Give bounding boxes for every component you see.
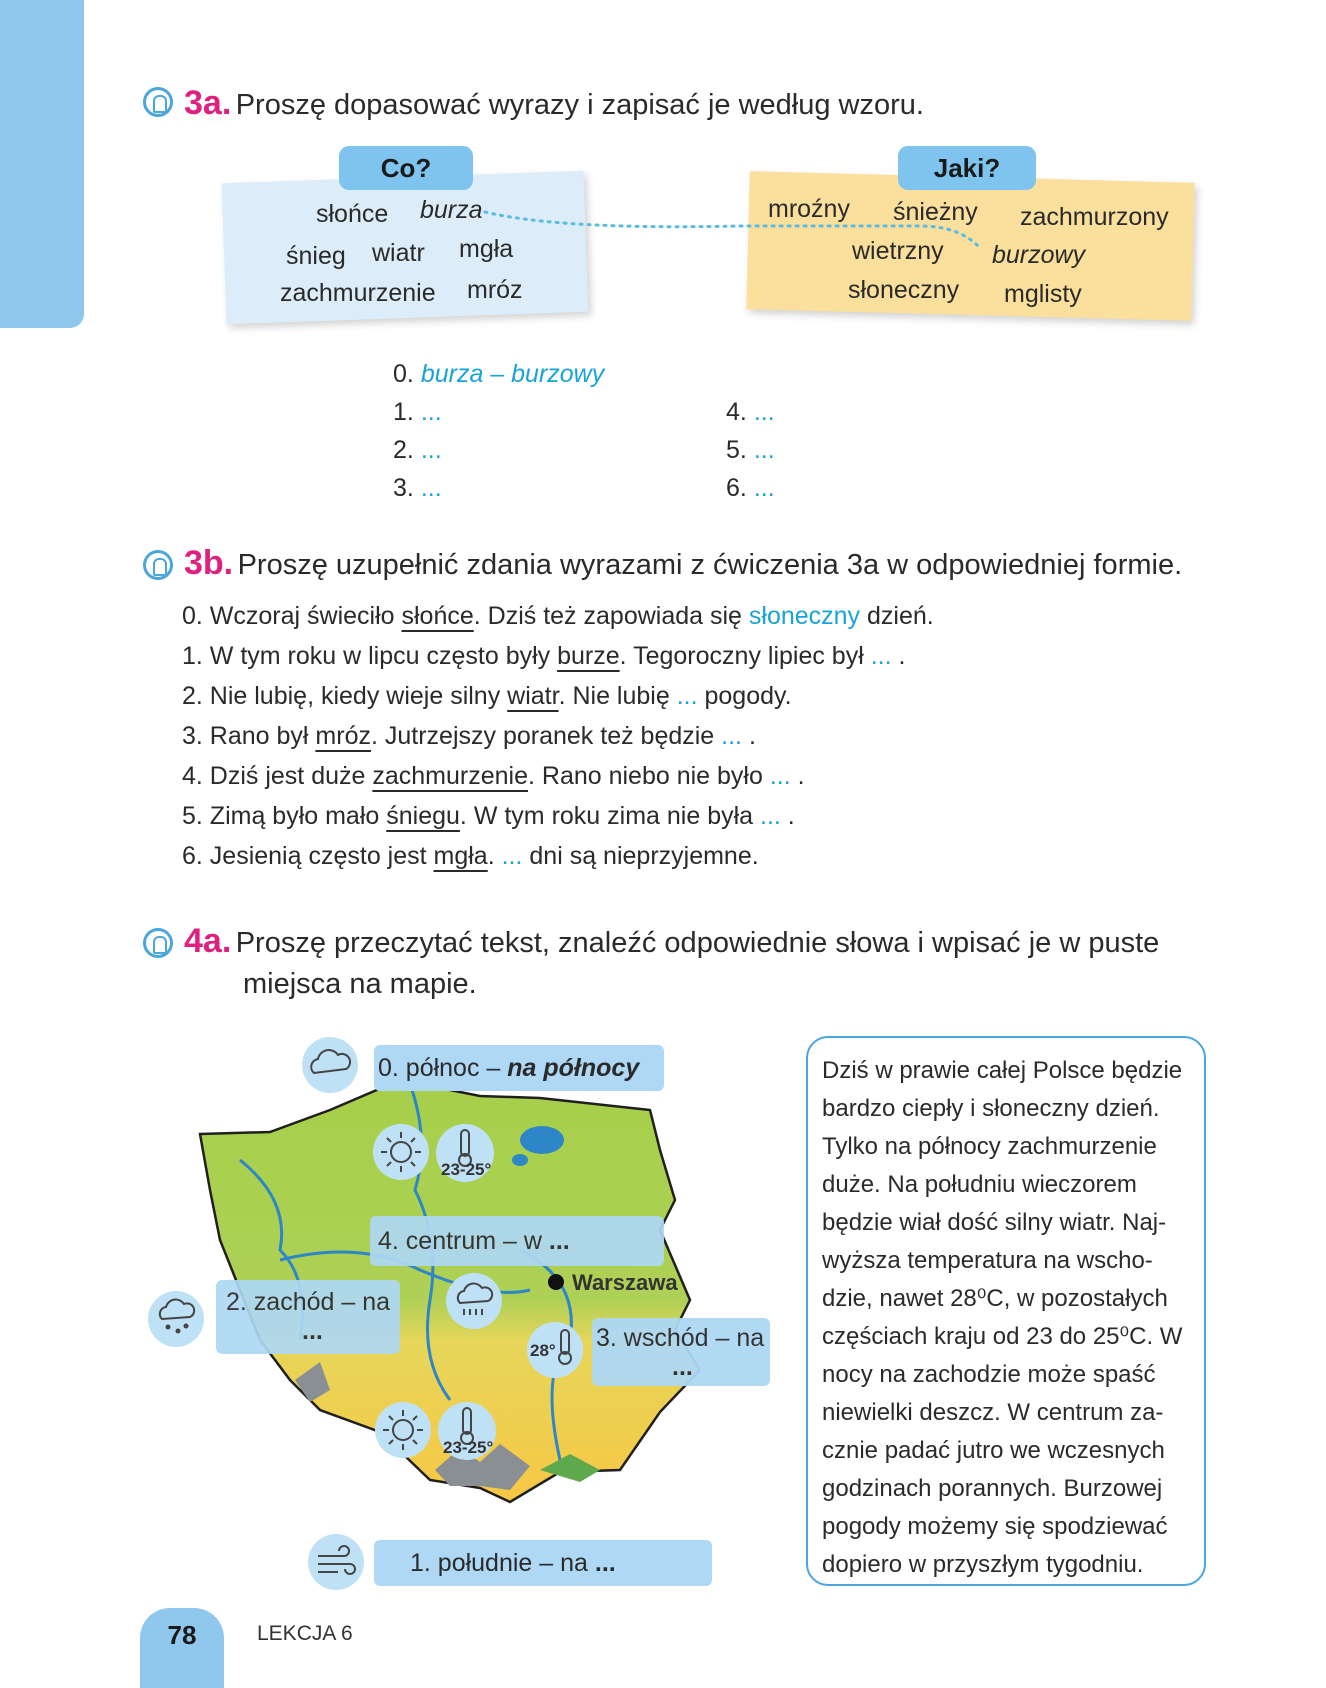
city-dot: [548, 1274, 564, 1290]
south-label-text: 1. południe – na: [410, 1549, 595, 1577]
answer-blank[interactable]: ...: [753, 436, 775, 464]
answer-line[interactable]: [726, 474, 775, 503]
weather-text-box: [806, 1036, 1206, 1586]
adjective-word: wietrzny: [852, 237, 944, 265]
north-label-answer: na północy: [507, 1054, 640, 1082]
exercise-number: 3b.: [184, 544, 234, 582]
answer-number: 0.: [393, 360, 414, 388]
underlined-word: mróz: [315, 722, 371, 750]
answer-line[interactable]: [393, 474, 442, 503]
exercise-number: 3a.: [184, 84, 232, 122]
west-label-blank[interactable]: ...: [302, 1317, 323, 1345]
text-line: dopiero w przyszłym tygodniu.: [822, 1551, 1144, 1578]
sentence-text: 5. Zimą było mało: [182, 802, 387, 830]
exercise-instruction: Proszę dopasować wyrazy i zapisać je według wzoru.: [235, 89, 924, 121]
exercise-icon: [143, 928, 173, 958]
text-line: godzinach porannych. Burzowej: [822, 1475, 1163, 1502]
exercise-instruction: Proszę przeczytać tekst, znaleźć odpowiednie słowa i wpisać je w puste: [235, 927, 1160, 959]
co-label: Co?: [339, 146, 473, 190]
temperature-label: 28°: [530, 1341, 556, 1360]
north-label-text: 0. północ –: [378, 1054, 508, 1082]
text-line: cznie padać jutro we wczesnych: [822, 1437, 1165, 1464]
text-line: częściach kraju od 23 do 25⁰C. W: [822, 1323, 1183, 1350]
sentence-text: . Tegoroczny lipiec był: [619, 642, 871, 670]
exercise-instruction: Proszę uzupełnić zdania wyrazami z ćwiczenia 3a w odpowiedniej formie.: [237, 549, 1183, 581]
noun-word: mgła: [459, 235, 514, 263]
sentence-text: 2. Nie lubię, kiedy wieje silny: [182, 682, 508, 710]
sentence-text: 4. Dziś jest duże: [182, 762, 373, 790]
sentence-text: dni są nieprzyjemne.: [522, 842, 759, 870]
exercise-instruction-cont: miejsca na mapie.: [243, 968, 477, 1000]
sentence: [182, 682, 792, 711]
temperature-label: 23-25°: [443, 1438, 494, 1457]
exercise-number: 4a.: [184, 922, 232, 960]
exercise-4a-heading: [184, 922, 1159, 961]
adjective-word: słoneczny: [848, 276, 960, 304]
sentence-text: . Nie lubię: [558, 682, 677, 710]
sentence-text: .: [742, 722, 756, 750]
text-line: dzie, nawet 28⁰C, w pozostałych: [822, 1285, 1168, 1312]
sentence: [182, 642, 905, 671]
east-label-text: 3. wschód – na: [596, 1324, 765, 1352]
noun-word: burza: [420, 196, 483, 224]
exercise-3b-heading: [184, 544, 1182, 583]
underlined-word: mgła: [433, 842, 488, 870]
answer-blank[interactable]: ...: [420, 436, 442, 464]
jaki-label: Jaki?: [898, 146, 1036, 190]
sentence: [182, 602, 934, 631]
noun-word: śnieg: [286, 242, 346, 270]
rain-cloud-icon: [446, 1273, 502, 1329]
west-label-text: 2. zachód – na: [226, 1288, 391, 1316]
answer-example: burza – burzowy: [420, 360, 605, 388]
sentence-text: 3. Rano był: [182, 722, 316, 750]
sentence-text: 0. Wczoraj świeciło: [182, 602, 402, 630]
sentence: [182, 762, 805, 791]
sentence-text: .: [780, 802, 795, 830]
underlined-word: śniegu: [386, 802, 460, 830]
sentence: [182, 802, 795, 831]
text-line: duże. Na południu wieczorem: [822, 1171, 1137, 1198]
underlined-word: słońce: [401, 602, 474, 630]
answer-number: 3.: [393, 474, 414, 502]
south-label-blank[interactable]: ...: [594, 1549, 616, 1577]
rain-drops-icon: [148, 1291, 204, 1347]
sentence-blank[interactable]: ...: [501, 842, 523, 870]
answer-blank[interactable]: ...: [420, 398, 442, 426]
adjective-word: śnieżny: [893, 198, 978, 226]
sentence-text: . W tym roku zima nie była: [459, 802, 760, 830]
noun-word: mróz: [467, 276, 523, 304]
text-line: wyższa temperatura na wscho-: [822, 1247, 1153, 1274]
text-line: bardzo ciepły i słoneczny dzień.: [822, 1095, 1160, 1122]
answer-line[interactable]: [726, 398, 775, 427]
temperature-label: 23-25°: [441, 1160, 492, 1179]
adjective-word: mglisty: [1004, 280, 1082, 308]
sentence-text: pogody.: [697, 682, 792, 710]
answer-blank[interactable]: ...: [753, 474, 775, 502]
north-label: [374, 1045, 664, 1091]
east-label: [592, 1318, 770, 1386]
sentence-text: .: [487, 842, 502, 870]
side-tab: [0, 0, 84, 328]
answer-line[interactable]: [393, 436, 442, 465]
sentence-text: .: [891, 642, 906, 670]
exercise-icon: [143, 550, 173, 580]
answer-number: 6.: [726, 474, 747, 502]
example-answer: słoneczny: [748, 602, 861, 630]
sentence-text: 6. Jesienią często jest: [182, 842, 434, 870]
text-line: Dziś w prawie całej Polsce będzie: [822, 1057, 1183, 1084]
page-number: 78: [140, 1608, 224, 1688]
sentence-text: dzień.: [860, 602, 934, 630]
adjective-word: burzowy: [992, 241, 1086, 269]
text-line: będzie wiał dość silny wiatr. Naj-: [822, 1209, 1167, 1236]
answer-number: 1.: [393, 398, 414, 426]
south-label: [374, 1540, 712, 1586]
wind-icon: [308, 1534, 364, 1590]
center-label-blank[interactable]: ...: [548, 1227, 570, 1255]
text-line: niewielki deszcz. W centrum za-: [822, 1399, 1164, 1426]
text-line: pogody możemy się spodziewać: [822, 1513, 1168, 1540]
sentence-text: . Dziś też zapowiada się: [473, 602, 749, 630]
answer-blank[interactable]: ...: [420, 474, 442, 502]
text-line: nocy na zachodzie może spaść: [822, 1361, 1156, 1388]
sun-icon: [375, 1402, 431, 1458]
sentence-text: .: [790, 762, 805, 790]
answer-line[interactable]: [393, 398, 442, 427]
sentence-blank[interactable]: ...: [870, 642, 892, 670]
adjective-word: mroźny: [768, 195, 850, 223]
exercise-icon: [143, 87, 173, 117]
text-line: Tylko na północy zachmurzenie: [822, 1133, 1157, 1160]
lesson-label: LEKCJA 6: [257, 1622, 353, 1645]
sun-icon: [373, 1124, 429, 1180]
noun-word: słońce: [316, 200, 389, 228]
center-label: [370, 1216, 664, 1266]
underlined-word: wiatr: [507, 682, 559, 710]
east-label-blank[interactable]: ...: [672, 1353, 693, 1381]
answer-number: 2.: [393, 436, 414, 464]
answer-number: 4.: [726, 398, 747, 426]
center-label-text: 4. centrum – w: [378, 1227, 549, 1255]
sentence-blank[interactable]: ...: [769, 762, 791, 790]
adjective-word: zachmurzony: [1020, 203, 1169, 231]
noun-word: wiatr: [372, 239, 425, 267]
sentence-text: . Rano niebo nie było: [528, 762, 770, 790]
answer-line[interactable]: [726, 436, 775, 465]
sentence-blank[interactable]: ...: [676, 682, 698, 710]
noun-word: zachmurzenie: [280, 279, 436, 307]
underlined-word: burze: [557, 642, 620, 670]
answer-number: 5.: [726, 436, 747, 464]
cloud-icon: [302, 1037, 358, 1093]
exercise-3a-heading: [184, 84, 924, 123]
sentence: [182, 722, 756, 751]
answer-blank[interactable]: ...: [753, 398, 775, 426]
sentence-blank[interactable]: ...: [760, 802, 781, 830]
sentence: [182, 842, 759, 871]
underlined-word: zachmurzenie: [372, 762, 528, 790]
west-label: [216, 1280, 400, 1354]
sentence-blank[interactable]: ...: [721, 722, 742, 750]
city-label: Warszawa: [572, 1270, 678, 1295]
sentence-text: . Jutrzejszy poranek też będzie: [370, 722, 722, 750]
answer-line: [393, 360, 604, 389]
sentence-text: 1. W tym roku w lipcu często były: [182, 642, 558, 670]
